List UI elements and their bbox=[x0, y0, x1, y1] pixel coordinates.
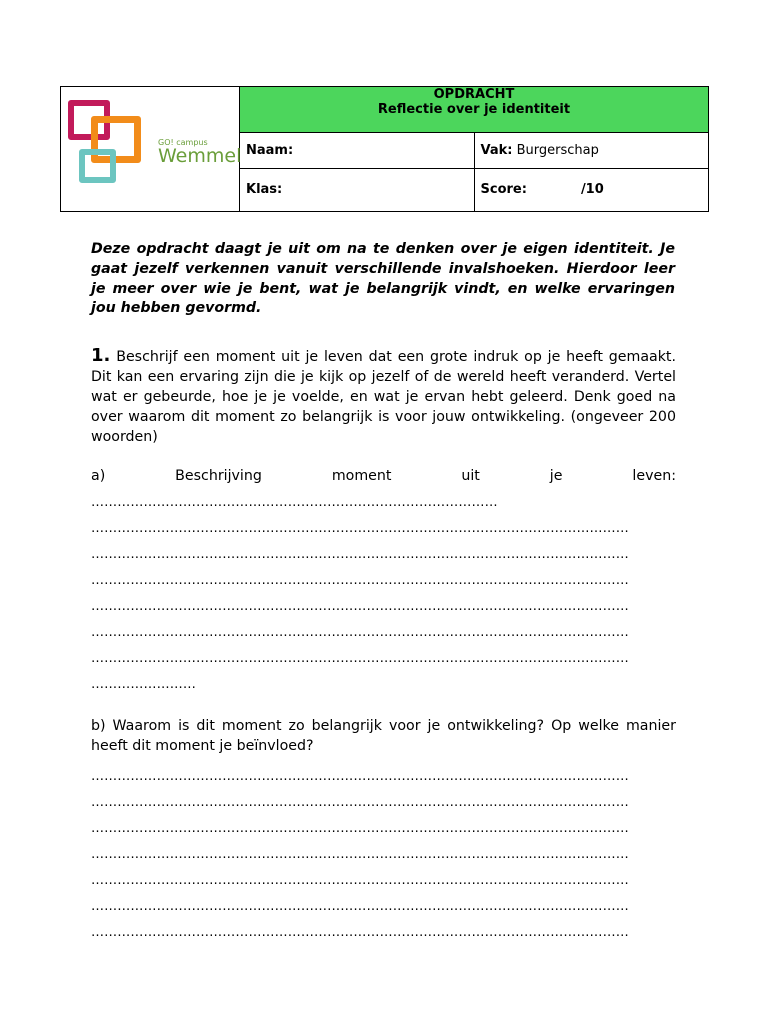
part-a-heading bbox=[91, 468, 676, 484]
assignment-title-cell bbox=[240, 87, 709, 133]
vak-field bbox=[474, 133, 709, 168]
logo-cell bbox=[61, 87, 240, 212]
answer-line-b[interactable]: …………………………………………………………………………………………………………… bbox=[91, 925, 629, 940]
answer-line-b[interactable]: …………………………………………………………………………………………………………… bbox=[91, 821, 629, 836]
part-a-word: Beschrijving bbox=[175, 468, 262, 484]
answer-line-a[interactable]: …………………………………………………………………………………………………………… bbox=[91, 599, 629, 614]
logo-teal-square bbox=[79, 149, 116, 183]
header-table bbox=[60, 86, 709, 212]
part-a-word: leven: bbox=[632, 468, 676, 484]
answer-line-a-first[interactable]: ………………………………………………………………………………… bbox=[91, 495, 498, 510]
intro-paragraph: Deze opdracht daagt je uit om na te denken over je eigen identiteit. Je gaat jezelf verkennen vanuit verschillende invalshoeken. Hierdoor leer je meer over wie je bent, wat je belangrijk vindt, en welke ervaringen jou hebben gevormd. bbox=[91, 241, 675, 317]
answer-line-b[interactable]: …………………………………………………………………………………………………………… bbox=[91, 769, 629, 784]
naam-label: Naam: bbox=[246, 143, 294, 158]
klas-field[interactable] bbox=[240, 168, 475, 211]
assignment-label: OPDRACHT bbox=[433, 87, 515, 102]
answer-line-a[interactable]: …………………………………………………………………………………………………………… bbox=[91, 521, 629, 536]
answer-line-a-last[interactable]: …………………… bbox=[91, 677, 196, 692]
part-a-word: uit bbox=[461, 468, 480, 484]
campus-logo bbox=[67, 99, 247, 199]
score-label: Score: bbox=[480, 182, 527, 198]
part-a-word: a) bbox=[91, 468, 106, 484]
answer-line-b[interactable]: …………………………………………………………………………………………………………… bbox=[91, 795, 629, 810]
answer-line-a[interactable]: …………………………………………………………………………………………………………… bbox=[91, 625, 629, 640]
answer-line-b[interactable]: …………………………………………………………………………………………………………… bbox=[91, 873, 629, 888]
answer-line-b[interactable]: …………………………………………………………………………………………………………… bbox=[91, 847, 629, 862]
question-b: b) Waarom is dit moment zo belangrijk voor je ontwikkeling? Op welke manier heeft dit moment je beïnvloed? bbox=[91, 718, 676, 754]
question-1 bbox=[91, 346, 676, 447]
part-a-word: moment bbox=[331, 468, 392, 484]
question-1-text: Beschrijf een moment uit je leven dat een grote indruk op je heeft gemaakt. Dit kan een ervaring zijn die je kijk op jezelf of de wereld heeft veranderd. Vertel wat er gebeurde, hoe je je voelde, en wat je ervan hebt geleerd. Denk goed na over waarom dit moment zo belangrijk is voor jouw ontwikkeling. (ongeveer 200 woorden) bbox=[91, 349, 676, 445]
question-1-number: 1. bbox=[91, 345, 111, 366]
logo-big-text: Wemmel bbox=[158, 145, 242, 167]
vak-value: Burgerschap bbox=[516, 143, 599, 158]
part-a-word: je bbox=[549, 468, 563, 484]
logo-small-text: GO! campus bbox=[158, 138, 208, 147]
answer-line-a[interactable]: …………………………………………………………………………………………………………… bbox=[91, 573, 629, 588]
score-value: /10 bbox=[580, 182, 604, 198]
vak-label: Vak: bbox=[480, 143, 513, 158]
naam-field[interactable] bbox=[240, 133, 475, 168]
assignment-title: Reflectie over je identiteit bbox=[377, 102, 571, 117]
answer-line-a[interactable]: …………………………………………………………………………………………………………… bbox=[91, 547, 629, 562]
score-field[interactable] bbox=[474, 168, 709, 211]
answer-line-b[interactable]: …………………………………………………………………………………………………………… bbox=[91, 899, 629, 914]
answer-line-a[interactable]: …………………………………………………………………………………………………………… bbox=[91, 651, 629, 666]
klas-label: Klas: bbox=[246, 182, 283, 198]
